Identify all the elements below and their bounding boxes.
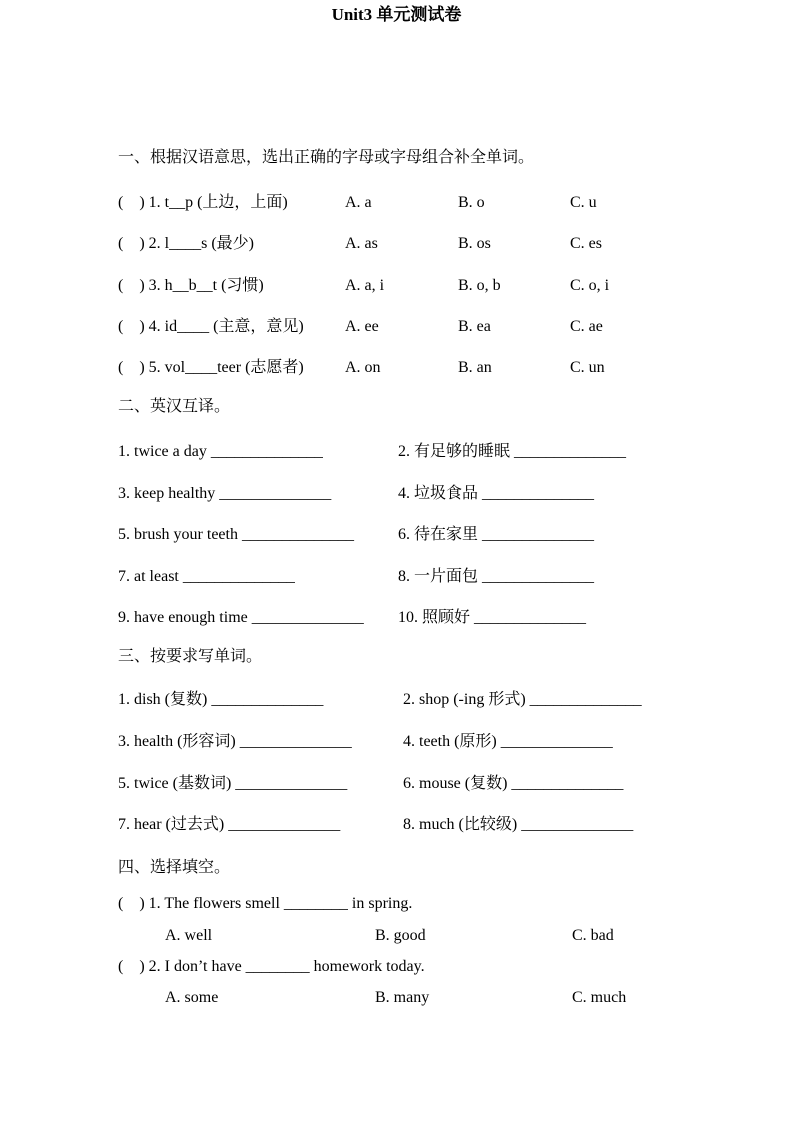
section-4-heading: 四、选择填空。 [118,859,231,876]
question-stem: ( ) 3. h__b__t (习惯) [118,277,264,294]
option-a: A. well [165,927,213,944]
question-stem: ( ) 5. vol____teer (志愿者) [118,359,304,376]
section-2-heading: 二、英汉互译。 [118,398,231,415]
section-3-heading: 三、按要求写单词。 [118,648,263,665]
translation-item: 2. 有足够的睡眠 ______________ [398,443,627,460]
section-1-heading: 一、根据汉语意思，选出正确的字母或字母组合补全单词。 [118,149,535,166]
option-a: A. on [345,359,381,376]
translation-item: 10. 照顾好 ______________ [398,609,587,626]
option-c: C. bad [572,927,614,944]
option-c: C. es [570,235,602,252]
word-form-item: 6. mouse (复数) ______________ [403,775,624,792]
option-c: C. u [570,194,597,211]
translation-item: 3. keep healthy ______________ [118,485,332,502]
option-c: C. much [572,989,627,1006]
page-title: Unit3 单元测试卷 [331,5,462,24]
option-b: B. ea [458,318,491,335]
option-b: B. an [458,359,492,376]
word-form-item: 1. dish (复数) ______________ [118,691,324,708]
word-form-item: 2. shop (-ing 形式) ______________ [403,691,642,708]
option-c: C. o, i [570,277,610,294]
option-a: A. as [345,235,378,252]
word-form-item: 7. hear (过去式) ______________ [118,816,341,833]
translation-item: 8. 一片面包 ______________ [398,568,595,585]
translation-item: 5. brush your teeth ______________ [118,526,354,543]
option-b: B. os [458,235,491,252]
option-b: B. o, b [458,277,501,294]
question-stem: ( ) 4. id____ (主意，意见) [118,318,304,335]
question-stem-4-1: ( ) 1. The flowers smell ________ in spring. [118,895,413,912]
word-form-item: 4. teeth (原形) ______________ [403,733,613,750]
option-a: A. some [165,989,219,1006]
option-b: B. good [375,927,426,944]
word-form-item: 3. health (形容词) ______________ [118,733,352,750]
translation-item: 1. twice a day ______________ [118,443,323,460]
option-c: C. un [570,359,605,376]
translation-item: 6. 待在家里 ______________ [398,526,595,543]
question-stem: ( ) 2. l____s (最少) [118,235,254,252]
question-stem: ( ) 1. t__p (上边，上面) [118,194,288,211]
option-a: A. ee [345,318,379,335]
translation-item: 4. 垃圾食品 ______________ [398,485,595,502]
translation-item: 9. have enough time ______________ [118,609,364,626]
option-c: C. ae [570,318,603,335]
option-b: B. o [458,194,485,211]
question-stem-4-2: ( ) 2. I don’t have ________ homework today. [118,958,425,975]
word-form-item: 8. much (比较级) ______________ [403,816,634,833]
option-b: B. many [375,989,430,1006]
option-a: A. a, i [345,277,385,294]
word-form-item: 5. twice (基数词) ______________ [118,775,348,792]
translation-item: 7. at least ______________ [118,568,295,585]
option-a: A. a [345,194,372,211]
